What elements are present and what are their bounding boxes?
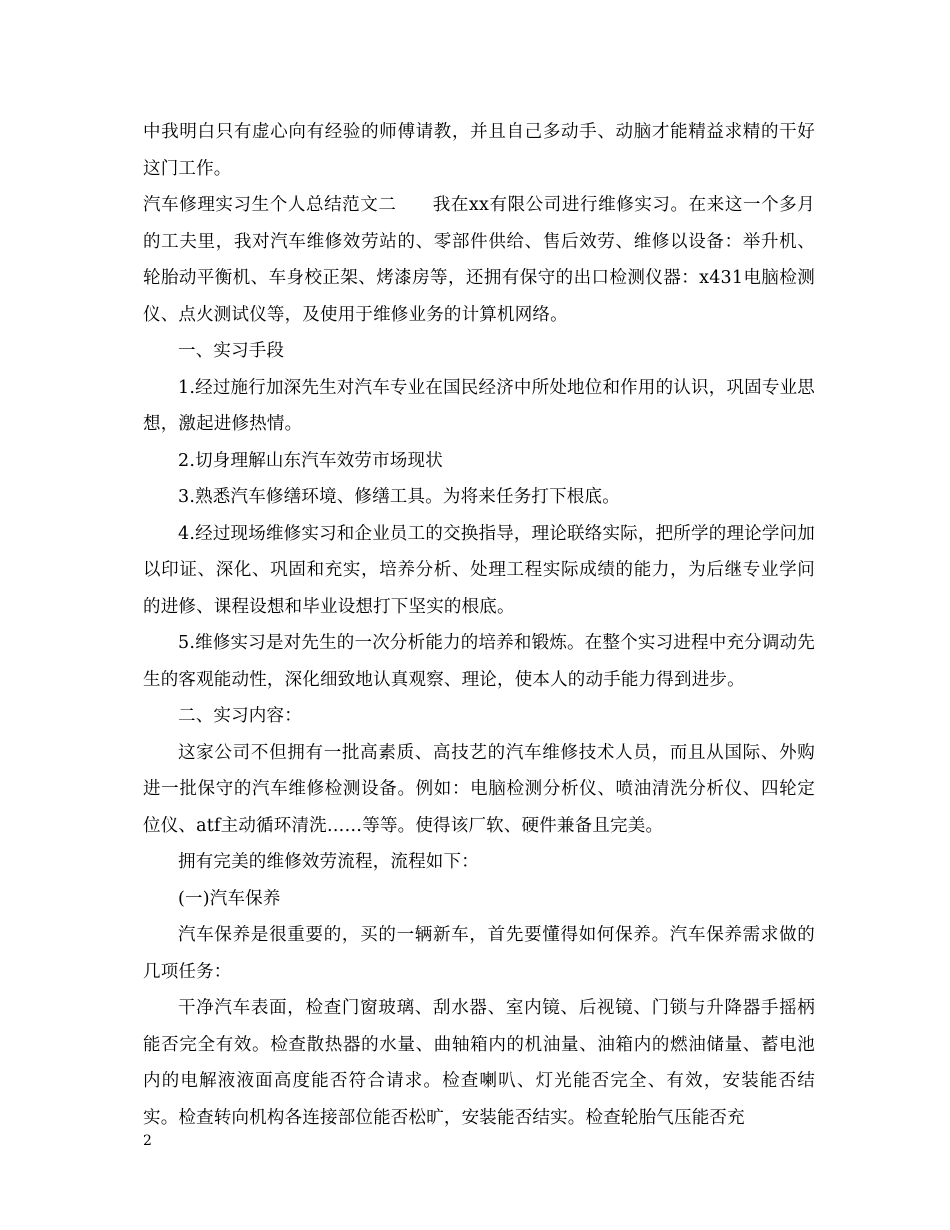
list-item: 1.经过施行加深先生对汽车专业在国民经济中所处地位和作用的认识，巩固专业思想，激起进修热情。 [143, 377, 815, 434]
list-item: 5.维修实习是对先生的一次分析能力的培养和锻炼。在整个实习进程中充分调动先生的客观能动性，深化细致地认真观察、理论，使本人的动手能力得到进步。 [143, 633, 815, 690]
section-heading: 一、实习手段 [178, 341, 285, 361]
paragraph: 拥有完美的维修效劳流程，流程如下： [178, 852, 479, 872]
document-body [143, 114, 815, 1136]
list-item: 4.经过现场维修实习和企业员工的交换指导，理论联络实际，把所学的理论学问加以印证、深化、巩固和充实，培养分析、处理工程实际成绩的能力，为后继专业学问的进修、课程设想和毕业设想打下坚实的根底。 [143, 523, 815, 617]
subsection-heading: (一)汽车保养 [178, 888, 281, 909]
paragraph: 汽车保养是很重要的，买的一辆新车，首先要懂得如何保养。汽车保养需求做的几项任务： [143, 925, 815, 982]
section-heading: 二、实习内容： [178, 706, 302, 726]
paragraph: 中我明白只有虚心向有经验的师傅请教，并且自己多动手、动脑才能精益求精的干好这门工作。 [143, 122, 815, 179]
paragraph: 这家公司不但拥有一批高素质、高技艺的汽车维修技术人员，而且从国际、外购进一批保守的汽车维修检测设备。例如：电脑检测分析仪、喷油清洗分析仪、四轮定位仪、atf主动循环清洗……等等。使得该厂软、硬件兼备且完美。 [143, 742, 815, 836]
list-item: 3.熟悉汽车修缮环境、修缮工具。为将来任务打下根底。 [178, 487, 620, 507]
paragraph: 汽车修理实习生个人总结范文二 我在xx有限公司进行维修实习。在来这一个多月的工夫里，我对汽车维修效劳站的、零部件供给、售后效劳、维修以设备：举升机、轮胎动平衡机、车身校正架、烤漆房等，还拥有保守的出口检测仪器：x431电脑检测仪、点火测试仪等，及使用于维修业务的计算机网络。 [143, 195, 815, 325]
paragraph: 干净汽车表面，检查门窗玻璃、刮水器、室内镜、后视镜、门锁与升降器手摇柄能否完全有效。检查散热器的水量、曲轴箱内的机油量、油箱内的燃油储量、蓄电池内的电解液液面高度能否符合请求。检查喇叭、灯光能否完全、有效，安装能否结实。检查转向机构各连接部位能否松旷，安装能否结实。检查轮胎气压能否充 [143, 998, 815, 1128]
page-number: 2 [143, 1133, 152, 1149]
list-item: 2.切身理解山东汽车效劳市场现状 [178, 450, 443, 471]
